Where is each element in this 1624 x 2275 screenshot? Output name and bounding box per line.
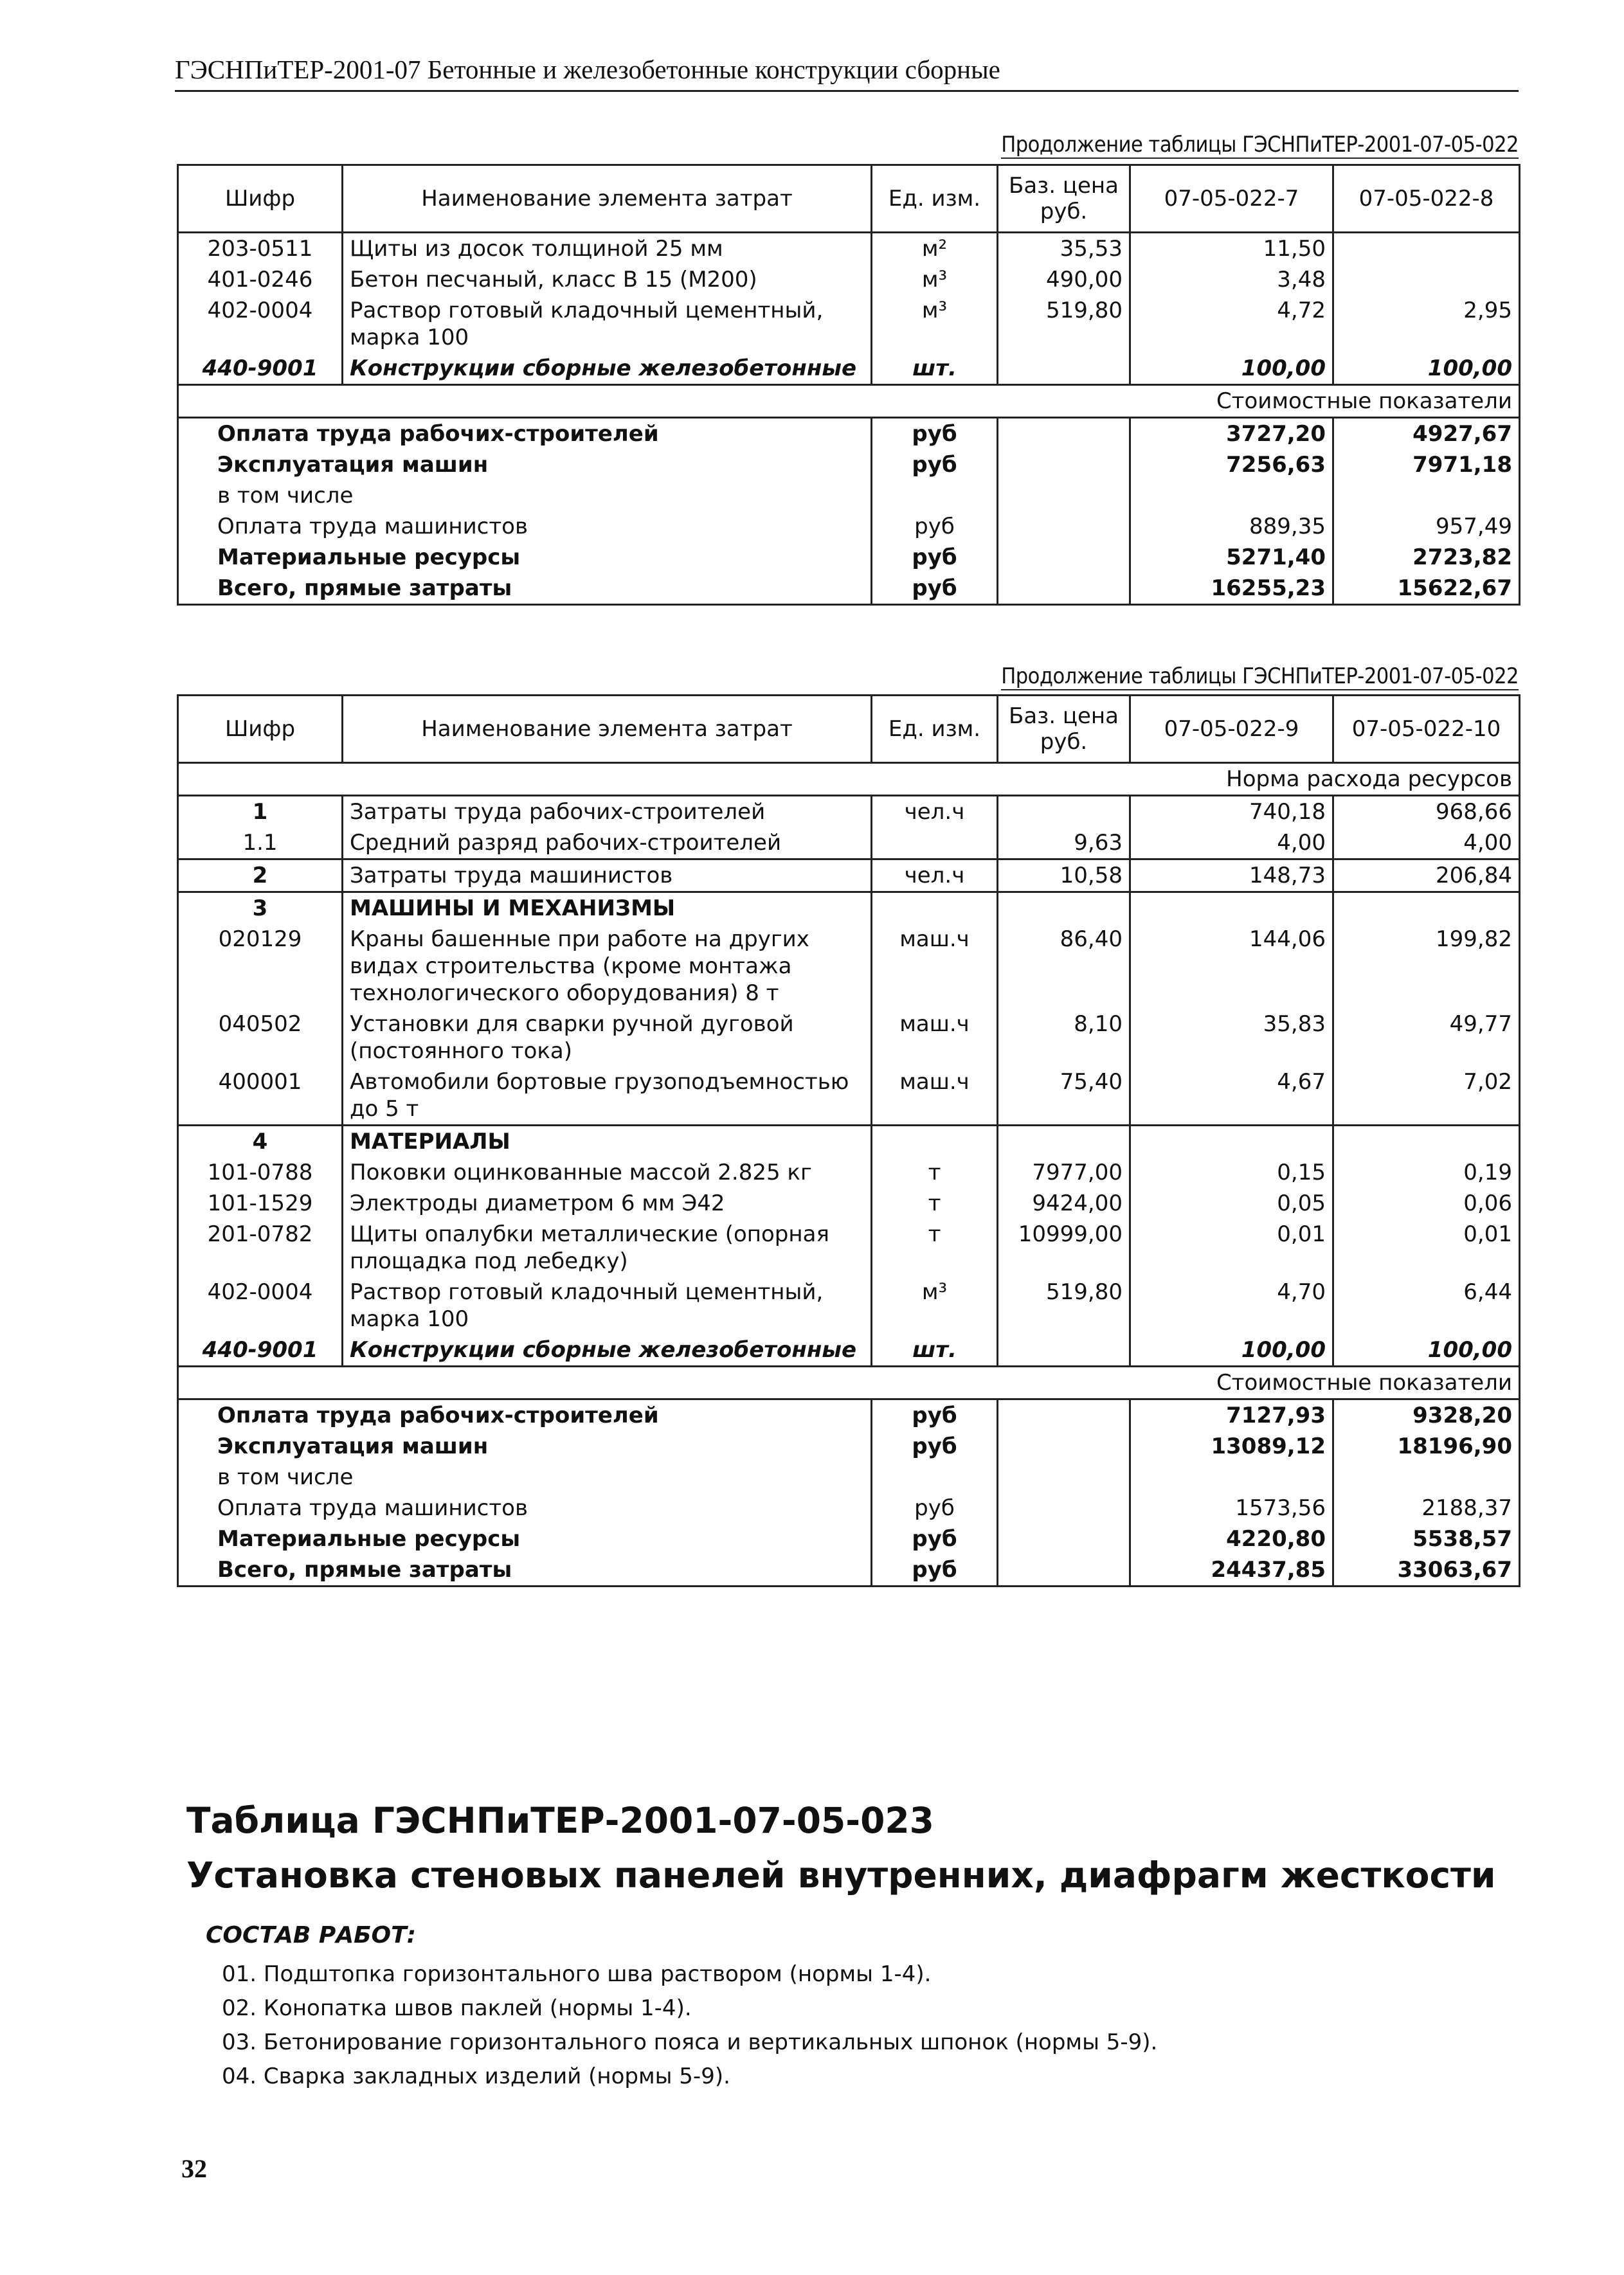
col-header-norm-8: 07-05-022-8	[1333, 165, 1520, 233]
table-cell: 0,05	[1130, 1188, 1333, 1219]
table-cell: м³	[872, 295, 998, 353]
table1	[177, 164, 1520, 606]
table-cell: 4	[178, 1126, 343, 1158]
work-item: 01. Подштопка горизонтального шва раствором (нормы 1-4).	[222, 1961, 932, 1987]
table-cell: Поковки оцинкованные массой 2.825 кг	[343, 1157, 872, 1188]
table-cell: Стоимостные показатели	[178, 1367, 1520, 1399]
table-cell: Затраты труда машинистов	[343, 859, 872, 892]
section-label-row	[178, 1367, 1520, 1399]
table-cell: 203-0511	[178, 233, 343, 265]
table-cell: 5271,40	[1130, 542, 1333, 573]
table-row	[178, 353, 1520, 385]
table-cell: 11,50	[1130, 233, 1333, 265]
cost-row	[178, 1399, 1520, 1432]
table-cell: 201-0782	[178, 1219, 343, 1277]
table-cell: Материальные ресурсы	[178, 542, 872, 573]
table-cell: МАШИНЫ И МЕХАНИЗМЫ	[343, 892, 872, 924]
table-cell	[998, 511, 1130, 542]
table-cell: 13089,12	[1130, 1431, 1333, 1462]
table-cell: Материальные ресурсы	[178, 1524, 872, 1554]
table-cell: Норма расхода ресурсов	[178, 763, 1520, 796]
table-cell: 49,77	[1333, 1009, 1520, 1066]
table-cell	[998, 418, 1130, 450]
table-cell	[872, 480, 998, 511]
table-cell: Раствор готовый кладочный цементный, марка 100	[343, 1277, 872, 1335]
table-cell: 18196,90	[1333, 1431, 1520, 1462]
table-cell: маш.ч	[872, 1009, 998, 1066]
table-cell: руб	[872, 542, 998, 573]
work-item: 03. Бетонирование горизонтального пояса и вертикальных шпонок (нормы 5-9).	[222, 2029, 1158, 2055]
table-cell: 206,84	[1333, 859, 1520, 892]
table-cell: в том числе	[178, 480, 872, 511]
table-cell: 100,00	[1333, 1335, 1520, 1367]
table-cell: 4220,80	[1130, 1524, 1333, 1554]
table-row	[178, 796, 1520, 828]
cost-row	[178, 1554, 1520, 1587]
table-cell: 4,70	[1130, 1277, 1333, 1335]
table-cell: маш.ч	[872, 924, 998, 1009]
table-cell	[872, 827, 998, 859]
col-header-name: Наименование элемента затрат	[343, 165, 872, 233]
table-cell: 957,49	[1333, 511, 1520, 542]
cost-row	[178, 1462, 1520, 1493]
table-cell: Конструкции сборные железобетонные	[343, 353, 872, 385]
section-label-row	[178, 763, 1520, 796]
table-row	[178, 1126, 1520, 1158]
table-cell	[1333, 892, 1520, 924]
table-cell: чел.ч	[872, 859, 998, 892]
table-cell: 10999,00	[998, 1219, 1130, 1277]
col-header-norm-9: 07-05-022-9	[1130, 696, 1333, 763]
table-cell	[998, 1126, 1130, 1158]
table-row	[178, 1277, 1520, 1335]
col-header-norm-10: 07-05-022-10	[1333, 696, 1520, 763]
col-header-price: Баз. цена руб.	[998, 165, 1130, 233]
table-cell: Электроды диаметром 6 мм Э42	[343, 1188, 872, 1219]
section-label-row	[178, 385, 1520, 418]
table-cell	[872, 892, 998, 924]
table-cell: руб	[872, 511, 998, 542]
table-row	[178, 1157, 1520, 1188]
table-cell	[1333, 480, 1520, 511]
table-cell: Эксплуатация машин	[178, 1431, 872, 1462]
table-row	[178, 924, 1520, 1009]
table-cell: руб	[872, 1524, 998, 1554]
table-cell: 33063,67	[1333, 1554, 1520, 1587]
table-row	[178, 233, 1520, 265]
table-cell: 148,73	[1130, 859, 1333, 892]
work-composition-heading: СОСТАВ РАБОТ:	[206, 1922, 417, 1948]
table-cell: Оплата труда рабочих-строителей	[178, 418, 872, 450]
table-cell	[998, 1335, 1130, 1367]
table-cell: в том числе	[178, 1462, 872, 1493]
table-cell: 0,15	[1130, 1157, 1333, 1188]
table-cell: 4927,67	[1333, 418, 1520, 450]
col-header-name: Наименование элемента затрат	[343, 696, 872, 763]
cost-row	[178, 542, 1520, 573]
table-cell	[998, 449, 1130, 480]
cost-row	[178, 418, 1520, 450]
table-cell	[998, 542, 1130, 573]
table-cell	[1130, 892, 1333, 924]
col-header-unit: Ед. изм.	[872, 696, 998, 763]
table-cell	[998, 1431, 1130, 1462]
table-cell: 75,40	[998, 1066, 1130, 1126]
table-cell: руб	[872, 1493, 998, 1524]
table-cell	[998, 480, 1130, 511]
table-cell	[998, 1493, 1130, 1524]
table-cell: 519,80	[998, 295, 1130, 353]
table-cell: 100,00	[1333, 353, 1520, 385]
table-cell: руб	[872, 418, 998, 450]
table-cell: 24437,85	[1130, 1554, 1333, 1587]
table-cell	[1130, 480, 1333, 511]
table-cell: 199,82	[1333, 924, 1520, 1009]
table-cell	[998, 1399, 1130, 1432]
table-cell: Средний разряд рабочих-строителей	[343, 827, 872, 859]
page-number: 32	[181, 2154, 207, 2183]
table-row	[178, 295, 1520, 353]
table-cell: 2723,82	[1333, 542, 1520, 573]
table-cell: МАТЕРИАЛЫ	[343, 1126, 872, 1158]
table-cell	[872, 1126, 998, 1158]
table-cell: 020129	[178, 924, 343, 1009]
table-cell: т	[872, 1188, 998, 1219]
table-cell	[998, 1462, 1130, 1493]
table-cell: Оплата труда машинистов	[178, 511, 872, 542]
table-row	[178, 1009, 1520, 1066]
table-cell: 3727,20	[1130, 418, 1333, 450]
col-header-unit: Ед. изм.	[872, 165, 998, 233]
table-cell: руб	[872, 1431, 998, 1462]
table-cell	[998, 796, 1130, 828]
table-cell: м³	[872, 264, 998, 295]
table-cell: 86,40	[998, 924, 1130, 1009]
table-cell: 4,00	[1130, 827, 1333, 859]
table-cell: 35,53	[998, 233, 1130, 265]
page-header: ГЭСНПиТЕР-2001-07 Бетонные и железобетонные конструкции сборные	[175, 54, 1519, 92]
table-row	[178, 1219, 1520, 1277]
table-cell: 4,00	[1333, 827, 1520, 859]
table-cell: Всего, прямые затраты	[178, 573, 872, 605]
table-cell: 7256,63	[1130, 449, 1333, 480]
table-row	[178, 1188, 1520, 1219]
table-row	[178, 827, 1520, 859]
table-cell: 1.1	[178, 827, 343, 859]
table-row	[178, 859, 1520, 892]
table-cell: 401-0246	[178, 264, 343, 295]
table-cell	[1333, 264, 1520, 295]
table-cell: 9424,00	[998, 1188, 1130, 1219]
table-cell: 5538,57	[1333, 1524, 1520, 1554]
table-cell: руб	[872, 573, 998, 605]
table-cell: Щиты опалубки металлические (опорная площадка под лебедку)	[343, 1219, 872, 1277]
table-cell: руб	[872, 1554, 998, 1587]
table-cell: 3,48	[1130, 264, 1333, 295]
table-cell: 10,58	[998, 859, 1130, 892]
table-cell: Установки для сварки ручной дуговой (постоянного тока)	[343, 1009, 872, 1066]
table-cell: 2	[178, 859, 343, 892]
table-row	[178, 1066, 1520, 1126]
table-cell: 3	[178, 892, 343, 924]
table-cell: 7971,18	[1333, 449, 1520, 480]
cost-row	[178, 1431, 1520, 1462]
table-cell: 440-9001	[178, 353, 343, 385]
table-cell	[1333, 1462, 1520, 1493]
table-cell: 35,83	[1130, 1009, 1333, 1066]
table-cell: 4,67	[1130, 1066, 1333, 1126]
table-row	[178, 1335, 1520, 1367]
cost-row	[178, 1493, 1520, 1524]
table-cell: Раствор готовый кладочный цементный, марка 100	[343, 295, 872, 353]
cost-row	[178, 573, 1520, 605]
work-item: 04. Сварка закладных изделий (нормы 5-9).	[222, 2064, 730, 2089]
table-cell: Конструкции сборные железобетонные	[343, 1335, 872, 1367]
table-cell	[998, 573, 1130, 605]
table-cell: Краны башенные при работе на других видах строительства (кроме монтажа технологического оборудования) 8 т	[343, 924, 872, 1009]
table-cell: м³	[872, 1277, 998, 1335]
work-item: 02. Конопатка швов паклей (нормы 1-4).	[222, 1995, 692, 2021]
table-cell: 889,35	[1130, 511, 1333, 542]
table-cell: 402-0004	[178, 1277, 343, 1335]
table-cell: 101-1529	[178, 1188, 343, 1219]
table-cell: 7977,00	[998, 1157, 1130, 1188]
table-cell: 400001	[178, 1066, 343, 1126]
table-cell	[1333, 233, 1520, 265]
table-cell: 101-0788	[178, 1157, 343, 1188]
table-cell: 0,01	[1333, 1219, 1520, 1277]
table-cell: 100,00	[1130, 353, 1333, 385]
col-header-norm-7: 07-05-022-7	[1130, 165, 1333, 233]
table-cell	[998, 1554, 1130, 1587]
table-cell: Бетон песчаный, класс В 15 (М200)	[343, 264, 872, 295]
table-cell: 519,80	[998, 1277, 1130, 1335]
table-cell: Всего, прямые затраты	[178, 1554, 872, 1587]
table-cell: Эксплуатация машин	[178, 449, 872, 480]
table-cell: руб	[872, 449, 998, 480]
table-cell: т	[872, 1157, 998, 1188]
table-cell: 0,06	[1333, 1188, 1520, 1219]
table-row	[178, 264, 1520, 295]
table-cell: Щиты из досок толщиной 25 мм	[343, 233, 872, 265]
table-cell: 9,63	[998, 827, 1130, 859]
cost-row	[178, 1524, 1520, 1554]
table-cell: 7127,93	[1130, 1399, 1333, 1432]
table-cell: 968,66	[1333, 796, 1520, 828]
table-cell: т	[872, 1219, 998, 1277]
table-cell: Затраты труда рабочих-строителей	[343, 796, 872, 828]
work-list	[222, 1957, 1157, 2094]
table-cell: Оплата труда рабочих-строителей	[178, 1399, 872, 1432]
cost-row	[178, 480, 1520, 511]
table-cell: Автомобили бортовые грузоподъемностью до 5 т	[343, 1066, 872, 1126]
table-cell: 100,00	[1130, 1335, 1333, 1367]
table-cell	[1333, 1126, 1520, 1158]
table-cell: м²	[872, 233, 998, 265]
section-subtitle: Установка стеновых панелей внутренних, диафрагм жесткости	[186, 1855, 1496, 1896]
table-cell	[1130, 1126, 1333, 1158]
table-cell: 6,44	[1333, 1277, 1520, 1335]
table-cell	[872, 1462, 998, 1493]
table-cell: 440-9001	[178, 1335, 343, 1367]
table-cell: 15622,67	[1333, 573, 1520, 605]
table-cell	[998, 1524, 1130, 1554]
table-cell: чел.ч	[872, 796, 998, 828]
table2	[177, 694, 1520, 1587]
table-cell: 490,00	[998, 264, 1130, 295]
table-cell: 2188,37	[1333, 1493, 1520, 1524]
table-cell: 8,10	[998, 1009, 1130, 1066]
table-cell: 040502	[178, 1009, 343, 1066]
table-cell	[1130, 1462, 1333, 1493]
table-cell: 1573,56	[1130, 1493, 1333, 1524]
col-header-shifr: Шифр	[178, 165, 343, 233]
table-cell: 2,95	[1333, 295, 1520, 353]
cost-row	[178, 511, 1520, 542]
table-cell: шт.	[872, 1335, 998, 1367]
table-cell: Оплата труда машинистов	[178, 1493, 872, 1524]
table-cell: 0,01	[1130, 1219, 1333, 1277]
table-cell: 4,72	[1130, 295, 1333, 353]
table-cell: 0,19	[1333, 1157, 1520, 1188]
table-cell: 1	[178, 796, 343, 828]
table-cell: 144,06	[1130, 924, 1333, 1009]
table-cell: 7,02	[1333, 1066, 1520, 1126]
col-header-price: Баз. цена руб.	[998, 696, 1130, 763]
table-cell: Стоимостные показатели	[178, 385, 1520, 418]
table-cell	[998, 892, 1130, 924]
table-cell: 9328,20	[1333, 1399, 1520, 1432]
table2-caption: Продолжение таблицы ГЭСНПиТЕР-2001-07-05-022	[1001, 663, 1519, 689]
table1-caption: Продолжение таблицы ГЭСНПиТЕР-2001-07-05-022	[1001, 132, 1519, 157]
table-cell: маш.ч	[872, 1066, 998, 1126]
table-cell: 402-0004	[178, 295, 343, 353]
table-row	[178, 892, 1520, 924]
table-cell	[998, 353, 1130, 385]
section-title: Таблица ГЭСНПиТЕР-2001-07-05-023	[186, 1800, 934, 1841]
table-cell: шт.	[872, 353, 998, 385]
table-cell: 16255,23	[1130, 573, 1333, 605]
table-cell: руб	[872, 1399, 998, 1432]
cost-row	[178, 449, 1520, 480]
col-header-shifr: Шифр	[178, 696, 343, 763]
table-cell: 740,18	[1130, 796, 1333, 828]
